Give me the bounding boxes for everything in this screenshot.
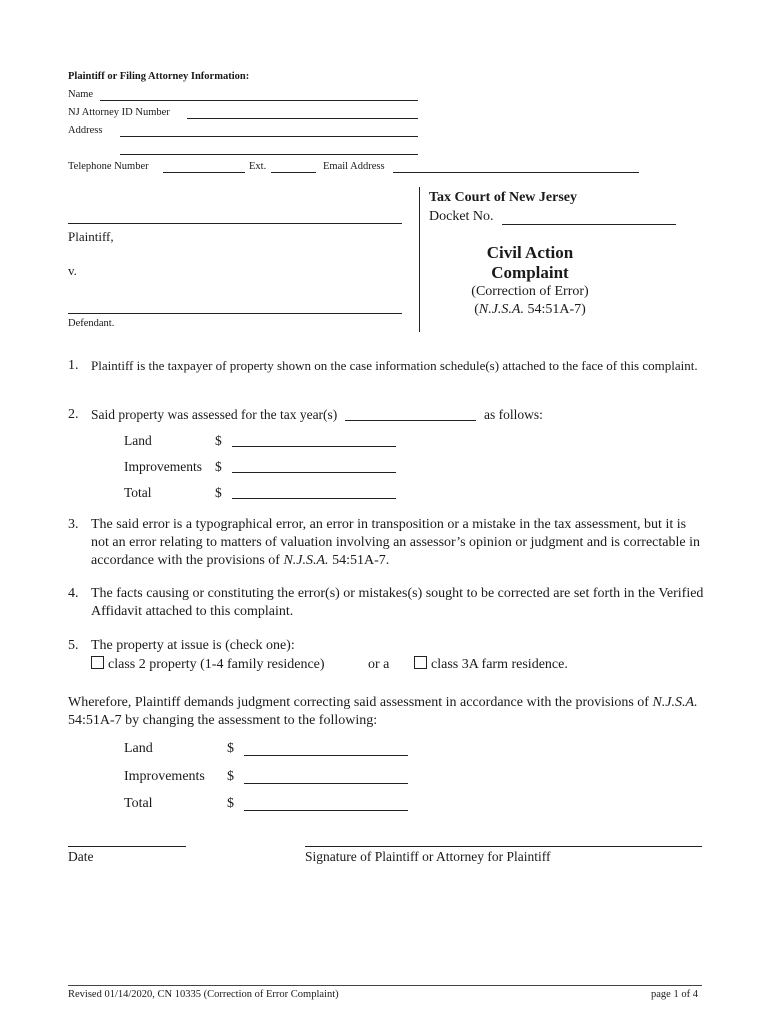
ext-label: Ext.: [249, 161, 267, 172]
assessed-total-field[interactable]: [232, 498, 396, 499]
assessed-total-currency: $: [215, 485, 222, 500]
corrected-total-field[interactable]: [244, 810, 408, 811]
defendant-name-field[interactable]: [68, 313, 402, 314]
paragraph-2-number: 2.: [68, 407, 79, 422]
docket-number-field[interactable]: [502, 224, 676, 225]
date-field[interactable]: [68, 846, 186, 847]
signature-label: Signature of Plaintiff or Attorney for Plaintiff: [305, 849, 551, 864]
class-2-label: class 2 property (1-4 family residence): [108, 657, 325, 672]
assessed-total-label: Total: [124, 485, 152, 500]
docket-label: Docket No.: [429, 209, 494, 224]
corrected-land-field[interactable]: [244, 755, 408, 756]
email-field[interactable]: [393, 172, 639, 173]
telephone-label: Telephone Number: [68, 161, 149, 172]
assessed-improvements-currency: $: [215, 459, 222, 474]
name-label: Name: [68, 89, 94, 100]
wherefore-text: Wherefore, Plaintiff demands judgment correcting said assessment in accordance with the provisions of N.J.S.A. 54:51A-7 by changing the assessment to the following:: [68, 695, 698, 728]
assessed-land-label: Land: [124, 433, 152, 448]
address-field-line1[interactable]: [120, 136, 418, 137]
class-3a-label: class 3A farm residence.: [431, 657, 568, 672]
paragraph-4-text: The facts causing or constituting the error(s) or mistakes(s) sought to be corrected are set forth in the Verified Affidavit attached to this complaint.: [91, 586, 704, 619]
attorney-id-label: NJ Attorney ID Number: [68, 107, 170, 118]
paragraph-2-text-b: as follows:: [484, 407, 543, 422]
ext-field[interactable]: [271, 172, 316, 173]
tax-year-field[interactable]: [345, 420, 476, 421]
document-title-line1: Civil Action: [486, 243, 574, 262]
revision-note: Revised 01/14/2020, CN 10335 (Correction of Error Complaint): [68, 989, 339, 1000]
corrected-improvements-label: Improvements: [124, 769, 205, 784]
assessed-improvements-label: Improvements: [124, 459, 202, 474]
corrected-improvements-field[interactable]: [244, 783, 408, 784]
or-label: or a: [368, 657, 390, 672]
paragraph-1-number: 1.: [68, 358, 79, 373]
name-field[interactable]: [100, 100, 418, 101]
document-subtitle-1: (Correction of Error): [471, 284, 589, 299]
class-3a-checkbox[interactable]: [414, 656, 427, 669]
date-label: Date: [68, 849, 94, 864]
paragraph-1-text: Plaintiff is the taxpayer of property shown on the case information schedule(s) attached to the face of this complaint.: [91, 358, 698, 373]
address-label: Address: [68, 125, 103, 136]
corrected-land-currency: $: [227, 741, 234, 756]
plaintiff-name-field[interactable]: [68, 223, 402, 224]
corrected-total-label: Total: [124, 796, 153, 811]
signature-field[interactable]: [305, 846, 702, 847]
statute-citation: N.J.S.A.: [283, 553, 329, 568]
address-field-line2[interactable]: [120, 154, 418, 155]
defendant-label: Defendant.: [68, 318, 115, 329]
paragraph-2-text-a: Said property was assessed for the tax year(s): [91, 407, 338, 422]
document-subtitle-2: (N.J.S.A. 54:51A-7): [474, 302, 586, 317]
footer-rule: [68, 985, 702, 986]
email-label: Email Address: [323, 161, 385, 172]
attorney-info-heading: Plaintiff or Filing Attorney Information:: [68, 71, 250, 82]
paragraph-4-number: 4.: [68, 586, 79, 601]
paragraph-5-text: The property at issue is (check one):: [91, 638, 295, 653]
statute-citation: N.J.S.A.: [652, 695, 698, 710]
telephone-field[interactable]: [163, 172, 245, 173]
class-2-checkbox[interactable]: [91, 656, 104, 669]
paragraph-3-text: The said error is a typographical error, an error in transposition or a mistake in the tax assessment, but it is not an error relating to matters of valuation involving an assessor’s opinion or judgment and is correctable in accordance with the provisions of N.J.S.A. 54:51A-7.: [91, 517, 700, 568]
versus-label: v.: [68, 263, 77, 278]
corrected-total-currency: $: [227, 796, 234, 811]
assessed-land-currency: $: [215, 433, 222, 448]
corrected-improvements-currency: $: [227, 769, 234, 784]
corrected-land-label: Land: [124, 741, 153, 756]
paragraph-5-number: 5.: [68, 638, 79, 653]
class-3a-option[interactable]: [414, 656, 568, 674]
paragraph-3-number: 3.: [68, 517, 79, 532]
document-title-line2: Complaint: [491, 263, 569, 282]
attorney-id-field[interactable]: [187, 118, 418, 119]
assessed-land-field[interactable]: [232, 446, 396, 447]
page-number: page 1 of 4: [651, 989, 698, 1000]
class-2-option[interactable]: [91, 656, 325, 674]
assessed-improvements-field[interactable]: [232, 472, 396, 473]
court-name: Tax Court of New Jersey: [429, 190, 578, 205]
plaintiff-label: Plaintiff,: [68, 229, 114, 244]
statute-citation: N.J.S.A.: [478, 302, 524, 317]
